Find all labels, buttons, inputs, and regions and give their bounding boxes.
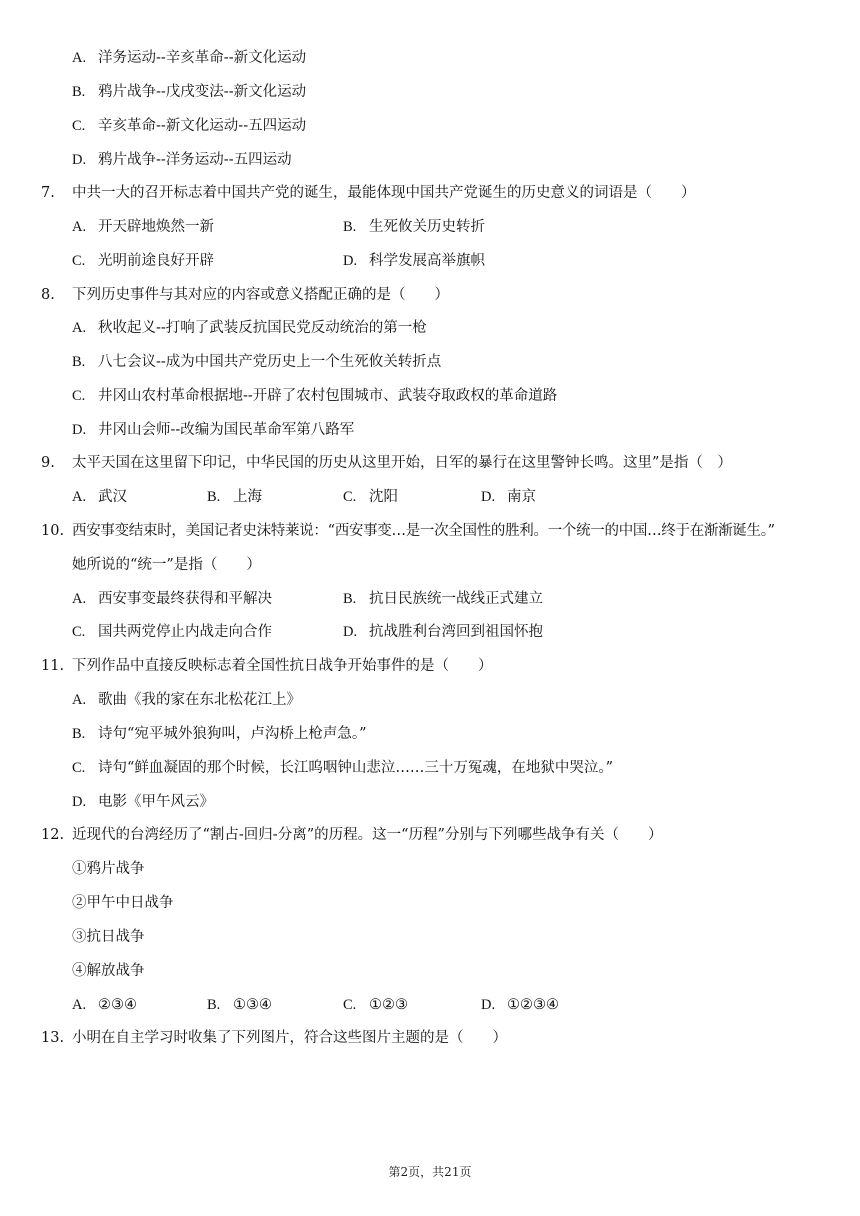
option-label: C. bbox=[72, 118, 86, 134]
q9-number: 9. bbox=[41, 455, 55, 471]
option-text: 洋务运动--辛亥革命--新文化运动 bbox=[98, 50, 307, 66]
option-label: B. bbox=[72, 726, 86, 742]
q8-stem: 下列历史事件与其对应的内容或意义搭配正确的是（ ） bbox=[72, 287, 449, 303]
option-text: 辛亥革命--新文化运动--五四运动 bbox=[98, 118, 307, 134]
option-text: ①②③④ bbox=[507, 997, 559, 1013]
option-text: 沈阳 bbox=[369, 489, 398, 505]
option-label: D. bbox=[343, 624, 358, 640]
q6-option-b bbox=[72, 82, 306, 102]
option-text: 秋收起义--打响了武装反抗国民党反动统治的第一枪 bbox=[98, 320, 427, 336]
option-text: 国共两党停止内战走向合作 bbox=[98, 624, 272, 640]
q7-option-d bbox=[343, 251, 485, 271]
option-text: 上海 bbox=[233, 489, 262, 505]
option-label: A. bbox=[72, 320, 87, 336]
option-label: A. bbox=[72, 692, 87, 708]
q11-option-b bbox=[72, 724, 367, 744]
option-text: 电影《甲午风云》 bbox=[98, 794, 214, 810]
q6-option-c bbox=[72, 116, 306, 136]
option-label: A. bbox=[72, 219, 87, 235]
q11-stem: 下列作品中直接反映标志着全国性抗日战争开始事件的是（ ） bbox=[72, 658, 493, 674]
q12-item-2: ②甲午中日战争 bbox=[72, 895, 174, 911]
q8-number: 8. bbox=[41, 287, 55, 303]
option-label: D. bbox=[72, 794, 87, 810]
option-text: 生死攸关历史转折 bbox=[369, 219, 485, 235]
q7-option-c bbox=[72, 251, 214, 271]
q9-option-d bbox=[481, 487, 536, 507]
option-label: B. bbox=[72, 84, 86, 100]
q12-option-d bbox=[481, 995, 559, 1015]
q11-option-c bbox=[72, 758, 613, 778]
option-text: 光明前途良好开辟 bbox=[98, 253, 214, 269]
q9-option-a bbox=[72, 487, 127, 507]
q11-option-d bbox=[72, 792, 214, 812]
q7-option-a bbox=[72, 217, 214, 237]
page-footer: 第2页，共21页 bbox=[388, 1165, 472, 1179]
q10-stem-line1: 西安事变结束时，美国记者史沫特莱说：“西安事变…是一次全国性的胜利。一个统一的中国…终于在渐渐诞生。” bbox=[72, 523, 775, 539]
option-label: B. bbox=[207, 997, 221, 1013]
q12-item-1: ①鸦片战争 bbox=[72, 861, 145, 877]
option-text: 武汉 bbox=[98, 489, 127, 505]
q12-option-a bbox=[72, 995, 137, 1015]
option-label: D. bbox=[72, 422, 87, 438]
q8-option-d bbox=[72, 420, 354, 440]
q9-option-c bbox=[343, 487, 398, 507]
q7-stem: 中共一大的召开标志着中国共产党的诞生，最能体现中国共产党诞生的历史意义的词语是（ ） bbox=[72, 185, 696, 201]
option-text: ①②③ bbox=[369, 997, 408, 1013]
q7-option-b bbox=[343, 217, 485, 237]
option-label: A. bbox=[72, 997, 87, 1013]
option-label: C. bbox=[72, 253, 86, 269]
option-label: A. bbox=[72, 489, 87, 505]
option-label: C. bbox=[343, 489, 357, 505]
option-text: 科学发展高举旗帜 bbox=[369, 253, 485, 269]
q11-number: 11. bbox=[41, 658, 65, 674]
option-label: D. bbox=[343, 253, 358, 269]
option-label: C. bbox=[343, 997, 357, 1013]
q9-option-b bbox=[207, 487, 262, 507]
option-label: B. bbox=[72, 354, 86, 370]
q10-number: 10. bbox=[41, 523, 65, 539]
option-text: 南京 bbox=[507, 489, 536, 505]
option-label: A. bbox=[72, 50, 87, 66]
option-text: ①③④ bbox=[233, 997, 272, 1013]
q6-option-d bbox=[72, 150, 292, 170]
q12-item-3: ③抗日战争 bbox=[72, 929, 145, 945]
option-label: B. bbox=[343, 219, 357, 235]
option-text: 鸦片战争--洋务运动--五四运动 bbox=[98, 152, 292, 168]
option-text: 抗日民族统一战线正式建立 bbox=[369, 591, 543, 607]
option-label: B. bbox=[343, 591, 357, 607]
option-text: 开天辟地焕然一新 bbox=[98, 219, 214, 235]
option-label: C. bbox=[72, 388, 86, 404]
option-text: 井冈山会师--改编为国民革命军第八路军 bbox=[98, 422, 355, 438]
q10-option-d bbox=[343, 622, 543, 642]
option-label: D. bbox=[72, 152, 87, 168]
option-label: A. bbox=[72, 591, 87, 607]
option-text: 西安事变最终获得和平解决 bbox=[98, 591, 272, 607]
q13-number: 13. bbox=[41, 1030, 65, 1046]
q11-option-a bbox=[72, 690, 301, 710]
q9-stem: 太平天国在这里留下印记，中华民国的历史从这里开始，日军的暴行在这里警钟长鸣。这里”是指（ ） bbox=[72, 455, 732, 471]
option-text: 歌曲《我的家在东北松花江上》 bbox=[98, 692, 301, 708]
option-text: 八七会议--成为中国共产党历史上一个生死攸关转折点 bbox=[98, 354, 442, 370]
q10-stem-line2: 她所说的“统一”是指（ ） bbox=[72, 557, 261, 573]
q12-number: 12. bbox=[41, 827, 65, 843]
q12-item-4: ④解放战争 bbox=[72, 963, 145, 979]
q8-option-c bbox=[72, 386, 557, 406]
option-label: C. bbox=[72, 624, 86, 640]
q8-option-a bbox=[72, 318, 427, 338]
option-label: D. bbox=[481, 489, 496, 505]
q8-option-b bbox=[72, 352, 441, 372]
option-text: 井冈山农村革命根据地--开辟了农村包围城市、武装夺取政权的革命道路 bbox=[98, 388, 558, 404]
q6-option-a bbox=[72, 48, 306, 68]
option-text: 抗战胜利台湾回到祖国怀抱 bbox=[369, 624, 543, 640]
option-text: 鸦片战争--戊戌变法--新文化运动 bbox=[98, 84, 307, 100]
option-text: 诗句“鲜血凝固的那个时候，长江呜咽钟山悲泣……三十万冤魂，在地狱中哭泣。” bbox=[98, 760, 614, 776]
q10-option-b bbox=[343, 589, 543, 609]
q10-option-c bbox=[72, 622, 272, 642]
q12-option-b bbox=[207, 995, 272, 1015]
option-text: ②③④ bbox=[98, 997, 137, 1013]
option-label: C. bbox=[72, 760, 86, 776]
q13-stem: 小明在自主学习时收集了下列图片，符合这些图片主题的是（ ） bbox=[72, 1030, 507, 1046]
q10-option-a bbox=[72, 589, 272, 609]
option-label: B. bbox=[207, 489, 221, 505]
option-text: 诗句“宛平城外狼狗叫，卢沟桥上枪声急。” bbox=[98, 726, 367, 742]
q12-option-c bbox=[343, 995, 408, 1015]
option-label: D. bbox=[481, 997, 496, 1013]
q7-number: 7. bbox=[41, 185, 55, 201]
q12-stem: 近现代的台湾经历了“割占-回归-分离”的历程。这一“历程”分别与下列哪些战争有关（ ） bbox=[72, 827, 663, 843]
